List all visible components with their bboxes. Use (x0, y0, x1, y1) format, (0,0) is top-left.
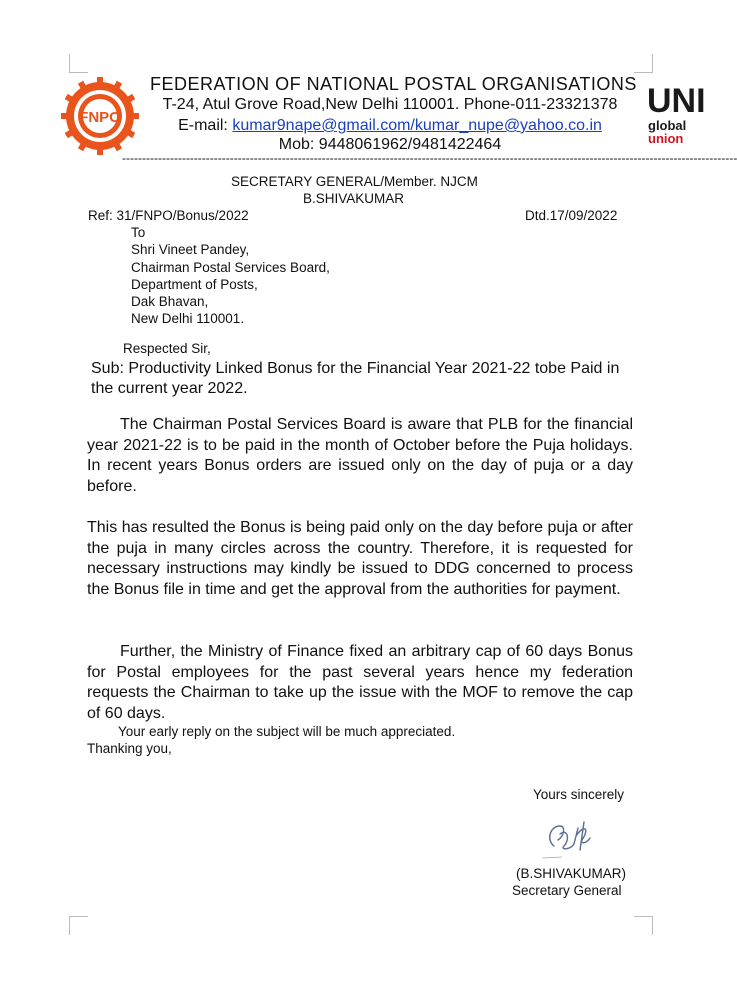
recipient-line: New Delhi 110001. (131, 311, 245, 327)
handwritten-signature (540, 810, 600, 867)
uni-logo-mark: UNI (647, 82, 706, 120)
crop-mark-bottom-left (69, 916, 88, 935)
body-paragraph-3: Further, the Ministry of Finance fixed an arbitrary cap of 60 days Bonus for Postal employees for the past several years hence my federation requests the Chairman to take up the issue with the MOF to remove the cap of 60 days. (87, 643, 633, 722)
email-label: E-mail: (178, 117, 233, 134)
body-paragraph-4: Your early reply on the subject will be much appreciated. (118, 724, 456, 739)
crop-mark-top-left (69, 54, 88, 73)
body-paragraph-1: The Chairman Postal Services Board is aware that PLB for the financial year 2021-22 is to be paid in the month of October before the Puja holidays. In recent years Bonus orders are issued only on the day of puja or a day before. (87, 416, 633, 495)
reference-number: Ref: 31/FNPO/Bonus/2022 (88, 208, 249, 223)
body-thanks: Thanking you, (87, 741, 172, 756)
letterhead-email (150, 117, 630, 135)
letterhead-mobile: Mob: 9448061962/9481422464 (278, 136, 502, 153)
subject-line: Sub: Productivity Linked Bonus for the Financial Year 2021-22 tobe Paid in the current year 2022. (91, 360, 620, 397)
letterhead-divider: ---------------------------------------------------------------------------------------------------------------------------------------------------------- (122, 151, 737, 165)
email-link[interactable]: kumar9nape@gmail.com/kumar_nupe@yahoo.co.in (232, 117, 602, 134)
signatory-designation: Secretary General (512, 883, 622, 898)
crop-mark-bottom-right (634, 916, 653, 935)
crop-mark-top-right (634, 54, 653, 73)
salutation: Respected Sir, (123, 341, 211, 356)
letterhead-org-name: FEDERATION OF NATIONAL POSTAL ORGANISATIONS (150, 74, 637, 94)
sender-name: B.SHIVAKUMAR (303, 191, 405, 206)
uni-logo-line2: union (648, 131, 684, 146)
uni-logo-line1: global (648, 118, 687, 133)
fnpo-logo (60, 76, 140, 161)
sender-designation: SECRETARY GENERAL/Member. NJCM (231, 174, 478, 189)
uni-global-union-logo (647, 80, 720, 153)
recipient-line: Dak Bhavan, (131, 294, 209, 310)
recipient-address (131, 224, 330, 328)
body-paragraph-2: This has resulted the Bonus is being paid only on the day before puja or after the puja in many circles across the country. Therefore, it is requested for necessary instructions may kindly be issued to DDG concerned to process the Bonus file in time and get the approval from the authorities for payment. (87, 519, 633, 598)
recipient-line: Chairman Postal Services Board, (131, 259, 330, 275)
fnpo-logo-text: FNPO (79, 109, 121, 126)
letterhead-address: T-24, Atul Grove Road,New Delhi 110001. Phone-011-23321378 (162, 96, 618, 113)
signatory-name: (B.SHIVAKUMAR) (516, 866, 627, 881)
closing-yours-sincerely: Yours sincerely (533, 787, 625, 802)
recipient-line: Shri Vineet Pandey, (131, 242, 250, 258)
recipient-line: Department of Posts, (131, 276, 258, 292)
recipient-to: To (131, 225, 146, 240)
letter-date: Dtd.17/09/2022 (525, 208, 618, 223)
